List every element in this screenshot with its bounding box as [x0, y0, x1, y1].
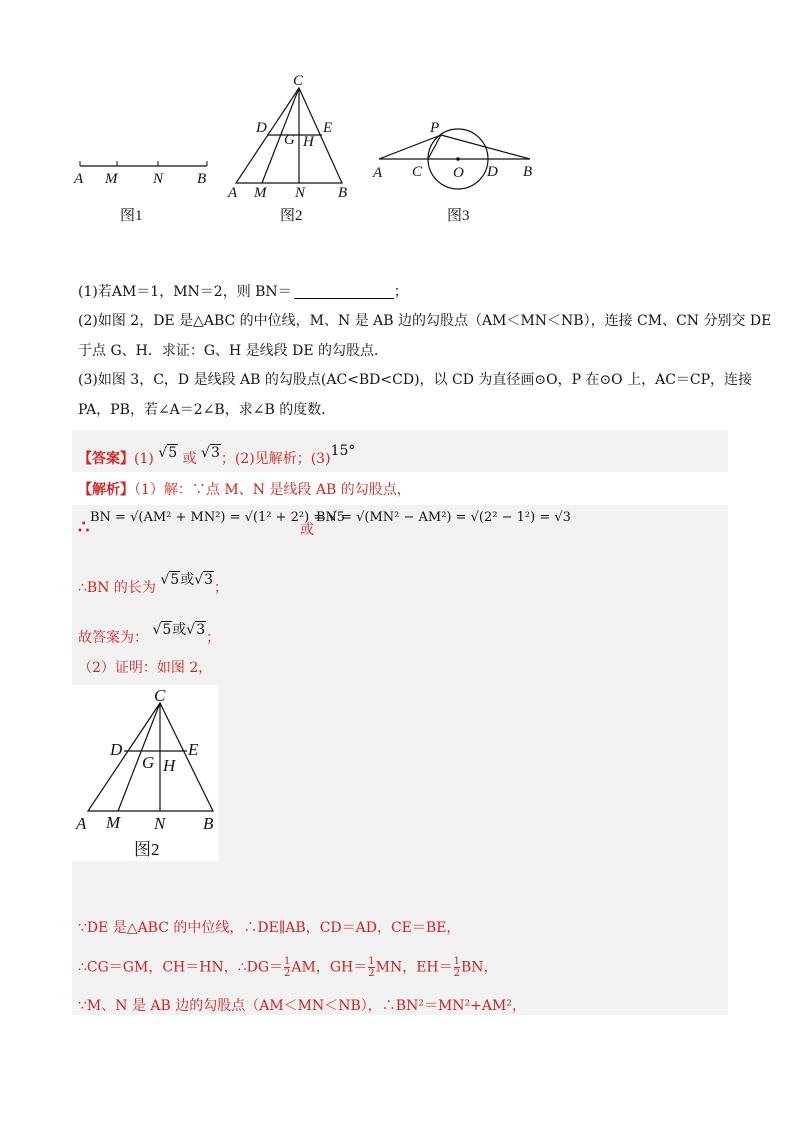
equation-bn-sum: BN = √(AM² + MN²) = √(1² + 2²) = √5 [90, 510, 345, 525]
fig2-label-m: M [254, 185, 267, 201]
fig1-label-m: M [105, 171, 118, 187]
fig2-caption: 图2 [280, 208, 303, 224]
fig2-label-h: H [303, 134, 314, 150]
fig2-label-n: N [295, 185, 306, 201]
fig3-label-c: C [412, 164, 423, 180]
fig3-label-o: O [453, 165, 464, 181]
fig2r-label-h: H [163, 756, 176, 775]
fig1-label-a: A [74, 171, 84, 187]
fig2r-label-b: B [203, 814, 214, 833]
fig2-label-e: E [323, 120, 333, 136]
fig2r-label-a: A [76, 814, 87, 833]
fig2r-label-e: E [188, 740, 199, 759]
fig2-label-g: G [284, 132, 295, 148]
question-2-line-1: (2)如图 2，DE 是△ABC 的中位线，M、N 是 AB 边的勾股点（AM＜MN＜NB），连接 CM、CN 分别交 DE [78, 313, 772, 329]
fig1-caption: 图1 [120, 208, 143, 224]
fig3-label-a: A [373, 165, 383, 181]
fig2-label-c: C [293, 73, 304, 89]
fig3-caption: 图3 [447, 208, 470, 224]
question-3-line-2: PA，PB，若∠A＝2∠B，求∠B 的度数． [78, 402, 336, 418]
fig3-label-p: P [430, 120, 440, 136]
fig2r-caption: 图2 [134, 840, 160, 859]
therefore-symbol: ∴ [78, 517, 90, 538]
fig2-label-d: D [256, 120, 267, 136]
fig1-label-n: N [153, 171, 164, 187]
or-word: 或 [300, 522, 314, 538]
midline-line: ∵DE 是△ABC 的中位线，∴DE∥AB，CD＝AD，CE＝BE， [78, 920, 461, 936]
proof-heading: （2）证明：如图 2， [78, 660, 213, 676]
fig2r-label-d: D [110, 740, 123, 759]
answer-blank [294, 298, 394, 299]
equation-bn-diff: BN = √(MN² − AM²) = √(2² − 1²) = √3 [316, 510, 571, 525]
figure-2 [222, 70, 362, 230]
fig2r-label-n: N [154, 814, 166, 833]
figure-1 [70, 150, 220, 225]
answer-line: 【答案】(1) √5 或 √3；(2)见解析；(3)15° [78, 443, 356, 467]
final-answer-line: 故答案为： √5或√3； [78, 622, 221, 646]
bn-length-line: ∴BN 的长为 √5或√3； [78, 572, 229, 596]
figure-3 [365, 115, 545, 230]
fig2r-label-c: C [154, 686, 166, 705]
pythagorean-line: ∵M、N 是 AB 边的勾股点（AM＜MN＜NB），∴BN²＝MN²+AM²， [78, 998, 526, 1014]
fig2-label-b: B [338, 185, 348, 201]
fig2r-label-m: M [106, 813, 121, 832]
fig3-label-d: D [487, 164, 498, 180]
figure-2-repeat [72, 685, 218, 861]
question-2-line-2: 于点 G、H．求证：G、H 是线段 DE 的勾股点． [78, 343, 389, 359]
fig2-label-a: A [228, 185, 238, 201]
fig2r-label-g: G [142, 753, 155, 772]
analysis-line-1: 【解析】（1）解：∵点 M、N 是线段 AB 的勾股点， [78, 482, 411, 498]
question-1: (1)若AM＝1，MN＝2，则 BN＝ ； [78, 284, 408, 300]
fig3-label-b: B [523, 164, 533, 180]
half-segments-line: ∴CG＝GM，CH＝HN，∴DG＝ $\frac{1}{2}$ AM，GH＝ $\frac{1}{2}$ MN，EH＝ $\frac{1}{2}$ BN， [78, 956, 498, 979]
fig1-label-b: B [197, 171, 207, 187]
question-3-line-1: (3)如图 3，C，D 是线段 AB 的勾股点(AC<BD<CD)，以 CD 为直径画⊙O，P 在⊙O 上，AC＝CP，连接 [78, 372, 753, 388]
